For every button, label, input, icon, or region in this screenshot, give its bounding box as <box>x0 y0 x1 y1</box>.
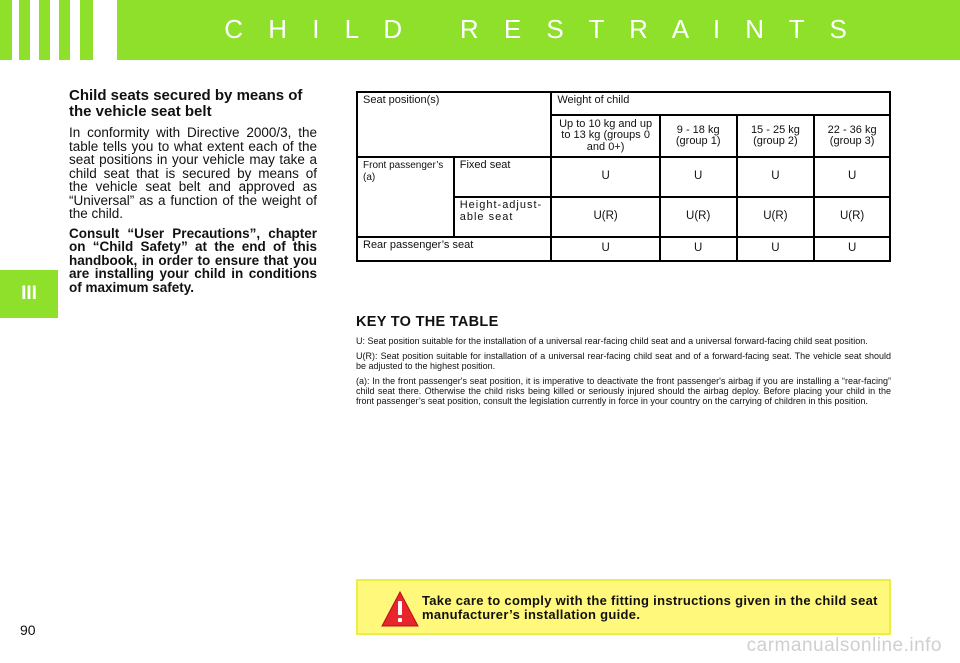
cell-height-g3: U(R) <box>814 197 890 237</box>
header-seat-positions: Seat position(s) <box>357 92 551 157</box>
header-stripe <box>12 0 19 60</box>
weight-group-1: 9 - 18 kg (group 1) <box>660 115 737 157</box>
header-weight-of-child: Weight of child <box>551 92 890 115</box>
cell-rear-g2: U <box>737 237 815 261</box>
cell-fixed-g0: U <box>551 157 659 197</box>
cell-fixed-g3: U <box>814 157 890 197</box>
header-stripe <box>50 0 59 60</box>
watermark: carmanualsonline.info <box>746 635 942 656</box>
left-column <box>69 88 317 294</box>
page-header <box>0 0 960 60</box>
cell-rear-g3: U <box>814 237 890 261</box>
key-ur: U(R): Seat position suitable for installation of a universal rear-facing child seat and of a forward-facing seat. The vehicle seat should be adjusted to the highest position. <box>356 351 891 371</box>
cell-rear-g1: U <box>660 237 737 261</box>
cell-height-g1: U(R) <box>660 197 737 237</box>
chapter-tab: III <box>0 270 58 318</box>
cell-height-g0: U(R) <box>551 197 659 237</box>
page-number: 90 <box>20 622 36 638</box>
cell-rear-g0: U <box>551 237 659 261</box>
weight-group-2: 15 - 25 kg (group 2) <box>737 115 815 157</box>
row-rear-passenger-seat: Rear passenger’s seat <box>357 237 551 261</box>
warning-icon <box>380 590 420 628</box>
cell-fixed-g1: U <box>660 157 737 197</box>
child-seat-table <box>356 91 891 262</box>
row-front-passenger: Front passenger’s (a) <box>357 157 454 237</box>
key-section <box>356 314 891 411</box>
warning-text: Take care to comply with the fitting instructions given in the child seat manufacturer’s installation guide. <box>422 593 878 622</box>
cell-fixed-g2: U <box>737 157 815 197</box>
header-stripe <box>70 0 80 60</box>
weight-group-3: 22 - 36 kg (group 3) <box>814 115 890 157</box>
row-height-adjustable-seat: Height-adjust-able seat <box>454 197 552 237</box>
header-stripe <box>93 0 117 60</box>
intro-paragraph: In conformity with Directive 2000/3, the table tells you to what extent each of the seat positions in your vehicle may take a child seat that is secured by means of the vehicle seat belt and approved as “Universal” as a function of the weight of the child. <box>69 125 317 221</box>
header-stripe <box>30 0 39 60</box>
key-a: (a): In the front passenger's seat position, it is imperative to deactivate the front passenger's airbag if you are installing a “rear-facing” child seat there. Otherwise the child risks being killed or seriously injured should the airbag deploy. Before placing your child in the front passenger’s seat position, consult the legislation currently in force in your country on the carrying of children in this position. <box>356 376 891 406</box>
weight-group-0: Up to 10 kg and up to 13 kg (groups 0 and 0+) <box>551 115 659 157</box>
section-title: Child seats secured by means of the vehicle seat belt <box>69 87 303 120</box>
row-fixed-seat: Fixed seat <box>454 157 552 197</box>
page-title: C H I L D R E S T R A I N T S <box>224 14 856 44</box>
key-u: U: Seat position suitable for the installation of a universal rear-facing child seat and a universal forward-facing child seat position. <box>356 336 868 346</box>
warning-box <box>356 579 891 635</box>
safety-note: Consult “User Precautions”, chapter on “Child Safety” at the end of this handbook, in order to ensure that you are installing your child in conditions of maximum safety. <box>69 225 317 295</box>
key-title: KEY TO THE TABLE <box>356 314 499 330</box>
cell-height-g2: U(R) <box>737 197 815 237</box>
